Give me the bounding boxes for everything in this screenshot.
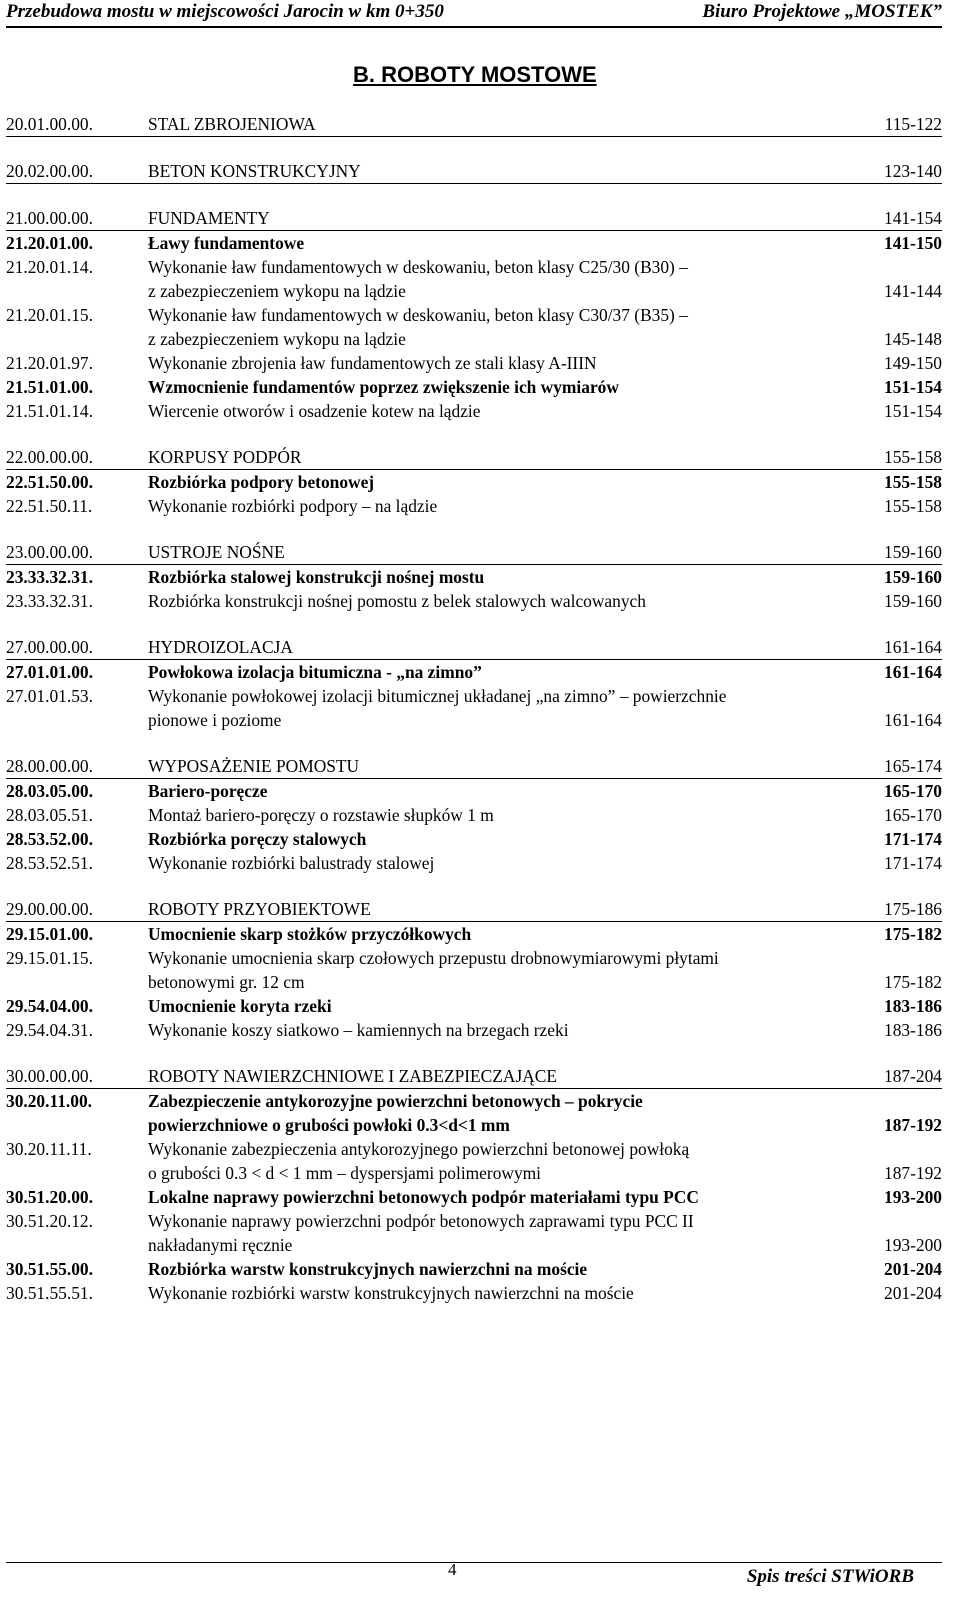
toc-pages: 175-182 <box>884 972 942 992</box>
toc-code: 30.20.11.00. <box>6 1091 92 1111</box>
toc-pages: 171-174 <box>884 829 942 849</box>
toc-pages: 161-164 <box>884 662 942 682</box>
page-number: 4 <box>448 1560 457 1579</box>
toc-item <box>6 255 942 303</box>
toc-item <box>6 1185 942 1209</box>
toc-description <box>148 470 850 494</box>
toc-code: 28.03.05.00. <box>6 781 93 801</box>
toc-description <box>148 1064 850 1088</box>
toc-pages: 165-170 <box>884 805 942 825</box>
toc-item <box>6 1281 942 1305</box>
toc-code: 21.20.01.97. <box>6 353 93 373</box>
toc-description <box>148 112 850 136</box>
toc-pages: 183-186 <box>884 996 942 1016</box>
toc-description <box>148 399 850 423</box>
toc-pages: 201-204 <box>884 1283 942 1303</box>
toc-description <box>148 1137 850 1185</box>
toc-item <box>6 375 942 399</box>
toc-description-line: ROBOTY PRZYOBIEKTOWE <box>148 899 371 919</box>
toc-description <box>148 445 850 469</box>
toc-description-line: powierzchniowe o grubości powłoki 0.3<d<1 mm <box>148 1115 510 1135</box>
toc-description <box>148 922 850 946</box>
toc-code: 22.51.50.00. <box>6 472 93 492</box>
toc-pages: 193-200 <box>884 1235 942 1255</box>
toc-section <box>6 1064 942 1089</box>
toc-description-line: Zabezpieczenie antykorozyjne powierzchni betonowych – pokrycie <box>148 1091 643 1111</box>
toc-description-line: Wykonanie zbrojenia ław fundamentowych ze stali klasy A-IIIN <box>148 353 597 373</box>
toc-pages: 161-164 <box>884 637 942 657</box>
toc-section <box>6 754 942 779</box>
toc-description-line: Rozbiórka konstrukcji nośnej pomostu z belek stalowych walcowanych <box>148 591 646 611</box>
footer-title: Spis treści STWiORB <box>746 1566 914 1587</box>
toc-description <box>148 494 850 518</box>
toc-item <box>6 589 942 613</box>
toc-item <box>6 922 942 946</box>
toc-code: 28.00.00.00. <box>6 756 93 776</box>
toc-description-line: z zabezpieczeniem wykopu na lądzie <box>148 281 406 301</box>
toc-code: 21.20.01.00. <box>6 233 93 253</box>
toc-pages: 159-160 <box>884 591 942 611</box>
toc-code: 27.01.01.53. <box>6 686 93 706</box>
toc-description-line: Wzmocnienie fundamentów poprzez zwiększenie ich wymiarów <box>148 377 619 397</box>
toc-pages: 151-154 <box>884 401 942 421</box>
toc-description <box>148 375 850 399</box>
toc-code: 30.51.20.12. <box>6 1211 93 1231</box>
toc-item <box>6 1209 942 1257</box>
toc-pages: 141-154 <box>884 208 942 228</box>
toc-description-line: Umocnienie skarp stożków przyczółkowych <box>148 924 472 944</box>
toc-description <box>148 635 850 659</box>
header-company-name: Biuro Projektowe „MOSTEK” <box>702 1 942 22</box>
toc-code: 23.00.00.00. <box>6 542 93 562</box>
toc-description <box>148 994 850 1018</box>
toc-item <box>6 1018 942 1042</box>
toc-description <box>148 303 850 351</box>
toc-description <box>148 540 850 564</box>
toc-pages: 155-158 <box>884 472 942 492</box>
toc-description-line: HYDROIZOLACJA <box>148 637 293 657</box>
toc-item <box>6 399 942 423</box>
toc-code: 30.51.55.00. <box>6 1259 93 1279</box>
toc-item <box>6 994 942 1018</box>
toc-code: 21.20.01.14. <box>6 257 93 277</box>
toc-pages: 141-144 <box>884 281 942 301</box>
toc-section <box>6 206 942 231</box>
toc-item <box>6 1089 942 1137</box>
toc-pages: 193-200 <box>884 1187 942 1207</box>
toc-item <box>6 470 942 494</box>
toc-description-line: Wykonanie ław fundamentowych w deskowaniu, beton klasy C25/30 (B30) – <box>148 257 688 277</box>
toc-description-line: Bariero-poręcze <box>148 781 268 801</box>
toc-description-line: Montaż bariero-poręczy o rozstawie słupków 1 m <box>148 805 494 825</box>
toc-description <box>148 897 850 921</box>
toc-code: 30.51.20.00. <box>6 1187 93 1207</box>
toc-pages: 165-170 <box>884 781 942 801</box>
toc-pages: 151-154 <box>884 377 942 397</box>
toc-description-line: Wykonanie koszy siatkowo – kamiennych na brzegach rzeki <box>148 1020 569 1040</box>
toc-description-line: Wykonanie rozbiórki warstw konstrukcyjnych nawierzchni na moście <box>148 1283 634 1303</box>
toc-description-line: Wykonanie powłokowej izolacji bitumicznej układanej „na zimno” – powierzchnie <box>148 686 727 706</box>
toc-description <box>148 827 850 851</box>
toc-description-line: Rozbiórka warstw konstrukcyjnych nawierzchni na moście <box>148 1259 588 1279</box>
toc-code: 22.00.00.00. <box>6 447 93 467</box>
toc-pages: 141-150 <box>884 233 942 253</box>
toc-code: 29.54.04.00. <box>6 996 93 1016</box>
toc-code: 21.20.01.15. <box>6 305 93 325</box>
toc-description <box>148 946 850 994</box>
toc-code: 20.02.00.00. <box>6 161 93 181</box>
toc-pages: 175-182 <box>884 924 942 944</box>
toc-code: 23.33.32.31. <box>6 591 93 611</box>
toc-description <box>148 589 850 613</box>
toc-section <box>6 159 942 184</box>
toc-pages: 145-148 <box>884 329 942 349</box>
toc-description-line: Powłokowa izolacja bitumiczna - „na zimno” <box>148 662 482 682</box>
toc-pages: 187-192 <box>884 1115 942 1135</box>
toc-pages: 155-158 <box>884 447 942 467</box>
toc-description <box>148 1089 850 1137</box>
toc-pages: 165-174 <box>884 756 942 776</box>
toc-section <box>6 540 942 565</box>
header-project-title: Przebudowa mostu w miejscowości Jarocin w km 0+350 <box>6 1 444 22</box>
toc-code: 23.33.32.31. <box>6 567 93 587</box>
toc-description-line: STAL ZBROJENIOWA <box>148 114 316 134</box>
toc-description-line: WYPOSAŻENIE POMOSTU <box>148 756 360 776</box>
toc-item <box>6 565 942 589</box>
toc-code: 21.51.01.00. <box>6 377 93 397</box>
toc-description <box>148 206 850 230</box>
toc-item <box>6 303 942 351</box>
toc-description <box>148 1281 850 1305</box>
toc-description-line: Wykonanie zabezpieczenia antykorozyjnego powierzchni betonowej powłoką <box>148 1139 690 1159</box>
toc-section <box>6 635 942 660</box>
toc-code: 27.00.00.00. <box>6 637 93 657</box>
toc-pages: 159-160 <box>884 567 942 587</box>
toc-description <box>148 1257 850 1281</box>
toc-description <box>148 851 850 875</box>
toc-code: 30.51.55.51. <box>6 1283 93 1303</box>
toc-code: 29.54.04.31. <box>6 1020 93 1040</box>
toc-code: 28.53.52.00. <box>6 829 93 849</box>
toc-description <box>148 1185 850 1209</box>
toc-code: 20.01.00.00. <box>6 114 93 134</box>
toc-pages: 175-186 <box>884 899 942 919</box>
toc-description <box>148 660 850 684</box>
toc-description-line: Ławy fundamentowe <box>148 233 305 253</box>
toc-code: 29.15.01.15. <box>6 948 93 968</box>
toc-description-line: Wykonanie rozbiórki balustrady stalowej <box>148 853 435 873</box>
toc-section <box>6 897 942 922</box>
toc-description-line: betonowymi gr. 12 cm <box>148 972 305 992</box>
toc-code: 30.00.00.00. <box>6 1066 93 1086</box>
toc-description <box>148 159 850 183</box>
toc-description <box>148 803 850 827</box>
toc-item <box>6 827 942 851</box>
toc-code: 28.03.05.51. <box>6 805 93 825</box>
toc-code: 29.00.00.00. <box>6 899 93 919</box>
toc-description <box>148 1018 850 1042</box>
toc-pages: 171-174 <box>884 853 942 873</box>
toc-item <box>6 660 942 684</box>
toc-code: 28.53.52.51. <box>6 853 93 873</box>
toc-code: 22.51.50.11. <box>6 496 93 516</box>
toc-section <box>6 445 942 470</box>
toc-pages: 115-122 <box>884 114 942 134</box>
toc-description-line: nakładanymi ręcznie <box>148 1235 293 1255</box>
toc-description-line: ROBOTY NAWIERZCHNIOWE I ZABEZPIECZAJĄCE <box>148 1066 558 1086</box>
toc-description-line: Umocnienie koryta rzeki <box>148 996 332 1016</box>
toc-description-line: Wykonanie rozbiórki podpory – na lądzie <box>148 496 438 516</box>
toc-description-line: z zabezpieczeniem wykopu na lądzie <box>148 329 406 349</box>
toc-item <box>6 779 942 803</box>
toc-item <box>6 231 942 255</box>
toc-description-line: KORPUSY PODPÓR <box>148 447 302 467</box>
toc-description-line: Rozbiórka podpory betonowej <box>148 472 375 492</box>
toc-description <box>148 351 850 375</box>
toc-description-line: Wykonanie ław fundamentowych w deskowaniu, beton klasy C30/37 (B35) – <box>148 305 688 325</box>
toc-description-line: FUNDAMENTY <box>148 208 270 228</box>
toc-code: 29.15.01.00. <box>6 924 93 944</box>
toc-description-line: Wiercenie otworów i osadzenie kotew na lądzie <box>148 401 481 421</box>
toc-description <box>148 779 850 803</box>
toc-pages: 187-192 <box>884 1163 942 1183</box>
toc-pages: 159-160 <box>884 542 942 562</box>
toc-code: 21.51.01.14. <box>6 401 93 421</box>
toc-description <box>148 1209 850 1257</box>
toc-description-line: BETON KONSTRUKCYJNY <box>148 161 361 181</box>
toc-description <box>148 255 850 303</box>
toc-section <box>6 112 942 137</box>
toc-description-line: Wykonanie naprawy powierzchni podpór betonowych zaprawami typu PCC II <box>148 1211 694 1231</box>
toc-item <box>6 494 942 518</box>
footer-rule <box>6 1562 942 1563</box>
toc-description-line: Rozbiórka stalowej konstrukcji nośnej mostu <box>148 567 485 587</box>
toc-pages: 155-158 <box>884 496 942 516</box>
page-header <box>6 0 942 28</box>
toc-description-line: Lokalne naprawy powierzchni betonowych podpór materiałami typu PCC <box>148 1187 699 1207</box>
toc-pages: 201-204 <box>884 1259 942 1279</box>
toc-pages: 149-150 <box>884 353 942 373</box>
toc-pages: 183-186 <box>884 1020 942 1040</box>
toc-description-line: pionowe i poziome <box>148 710 282 730</box>
toc-item <box>6 351 942 375</box>
toc-description-line: Rozbiórka poręczy stalowych <box>148 829 367 849</box>
toc-pages: 161-164 <box>884 710 942 730</box>
toc-description-line: USTROJE NOŚNE <box>148 542 285 562</box>
toc-pages: 123-140 <box>884 161 942 181</box>
toc-description <box>148 565 850 589</box>
toc-description <box>148 684 850 732</box>
toc-pages: 187-204 <box>884 1066 942 1086</box>
toc-description-line: Wykonanie umocnienia skarp czołowych przepustu drobnowymiarowymi płytami <box>148 948 719 968</box>
toc-item <box>6 946 942 994</box>
toc-item <box>6 803 942 827</box>
toc-description-line: o grubości 0.3 < d < 1 mm – dyspersjami polimerowymi <box>148 1163 541 1183</box>
toc-item <box>6 1137 942 1185</box>
toc-item <box>6 684 942 732</box>
section-title: B. ROBOTY MOSTOWE <box>353 62 597 87</box>
toc-item <box>6 1257 942 1281</box>
toc-code: 21.00.00.00. <box>6 208 93 228</box>
toc-code: 27.01.01.00. <box>6 662 93 682</box>
toc-description <box>148 754 850 778</box>
toc-item <box>6 851 942 875</box>
table-of-contents <box>6 112 942 1305</box>
toc-description <box>148 231 850 255</box>
toc-code: 30.20.11.11. <box>6 1139 92 1159</box>
